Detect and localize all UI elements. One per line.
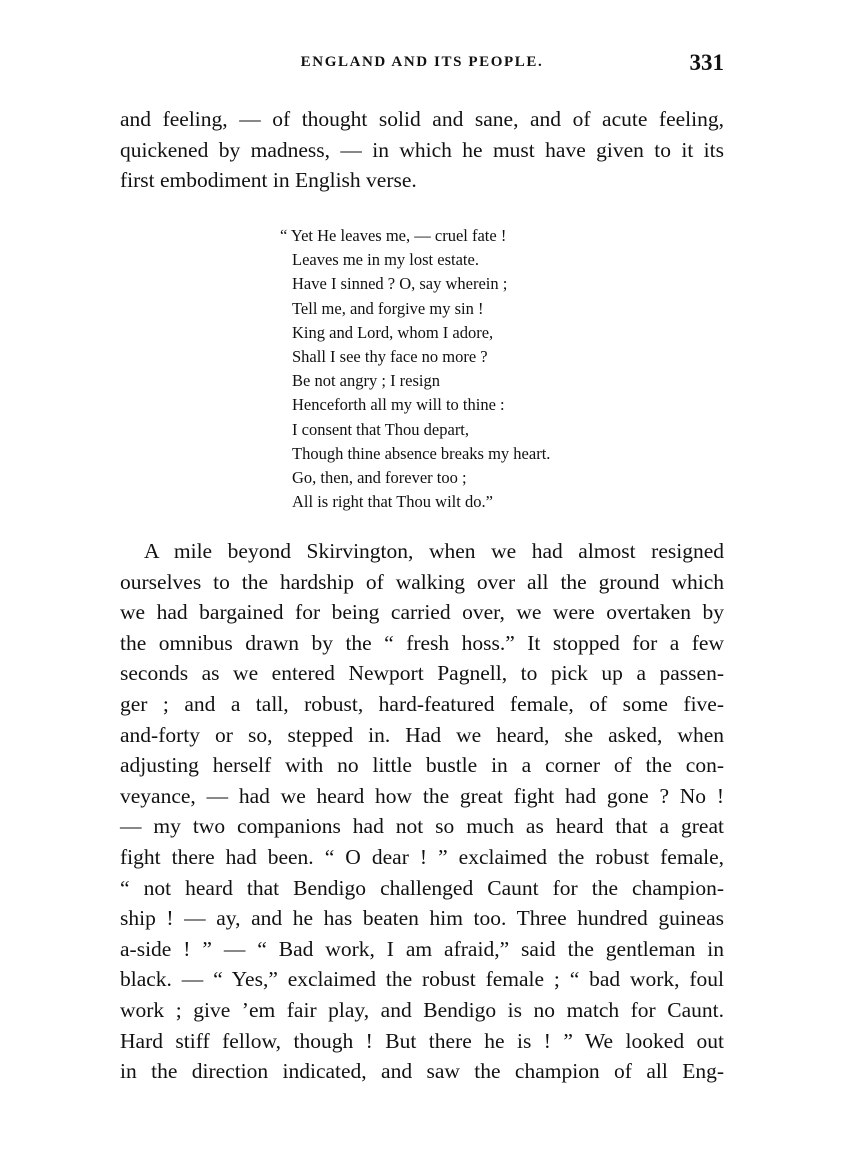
text-line: Hard stiff fellow, though ! But there he is ! ” We looked out xyxy=(120,1028,724,1053)
text-line: and-forty or so, stepped in. Had we heard, she asked, when xyxy=(120,722,724,747)
verse-line: Go, then, and forever too ; xyxy=(292,468,467,488)
verse-line: Have I sinned ? O, say wherein ; xyxy=(292,274,508,294)
running-title: ENGLAND AND ITS PEOPLE. xyxy=(300,54,544,70)
text-line: fight there had been. “ O dear ! ” exclaimed the robust female, xyxy=(120,844,724,869)
verse-line: “ Yet He leaves me, — cruel fate ! xyxy=(280,226,507,245)
paragraph-continued xyxy=(120,104,724,196)
text-line: a-side ! ” — “ Bad work, I am afraid,” said the gentleman in xyxy=(120,936,724,961)
paragraph-main xyxy=(120,536,724,1087)
text-line: and feeling, — of thought solid and sane, and of acute feeling, xyxy=(120,107,724,131)
text-line: — my two companions had not so much as heard that a great xyxy=(120,814,724,839)
text-line: we had bargained for being carried over, we were overtaken by xyxy=(120,600,724,625)
text-line: ship ! — ay, and he has beaten him too. Three hundred guineas xyxy=(120,906,724,931)
page-number: 331 xyxy=(689,50,724,75)
verse-block xyxy=(280,224,550,514)
verse-line: Though thine absence breaks my heart. xyxy=(292,443,551,463)
verse-line: All is right that Thou wilt do.” xyxy=(292,492,493,512)
text-line: first embodiment in English verse. xyxy=(120,168,417,193)
text-line: work ; give ’em fair play, and Bendigo is no match for Caunt. xyxy=(120,997,724,1022)
text-line: the omnibus drawn by the “ fresh hoss.” It stopped for a few xyxy=(120,630,724,655)
text-line: veyance, — had we heard how the great fight had gone ? No ! xyxy=(120,783,724,808)
verse-line: King and Lord, whom I adore, xyxy=(292,322,494,342)
verse-line: I consent that Thou depart, xyxy=(292,419,470,439)
text-line: quickened by madness, — in which he must have given to it its xyxy=(120,137,724,162)
text-line: “ not heard that Bendigo challenged Caunt for the champion- xyxy=(120,875,724,900)
verse-line: Tell me, and forgive my sin ! xyxy=(292,298,484,318)
running-head xyxy=(120,50,724,80)
text-line: ourselves to the hardship of walking over all the ground which xyxy=(120,569,724,594)
text-line: A mile beyond Skirvington, when we had almost resigned xyxy=(144,539,724,563)
text-line: adjusting herself with no little bustle in a corner of the con- xyxy=(120,753,724,778)
text-line: black. — “ Yes,” exclaimed the robust female ; “ bad work, foul xyxy=(120,967,724,992)
text-line: ger ; and a tall, robust, hard-featured female, of some five- xyxy=(120,691,724,716)
text-line: in the direction indicated, and saw the champion of all Eng- xyxy=(120,1059,724,1084)
verse-line: Leaves me in my lost estate. xyxy=(292,250,479,270)
text-line: seconds as we entered Newport Pagnell, to pick up a passen- xyxy=(120,661,724,686)
verse-line: Henceforth all my will to thine : xyxy=(292,395,505,415)
verse-line: Be not angry ; I resign xyxy=(292,371,441,391)
verse-line: Shall I see thy face no more ? xyxy=(292,347,488,367)
